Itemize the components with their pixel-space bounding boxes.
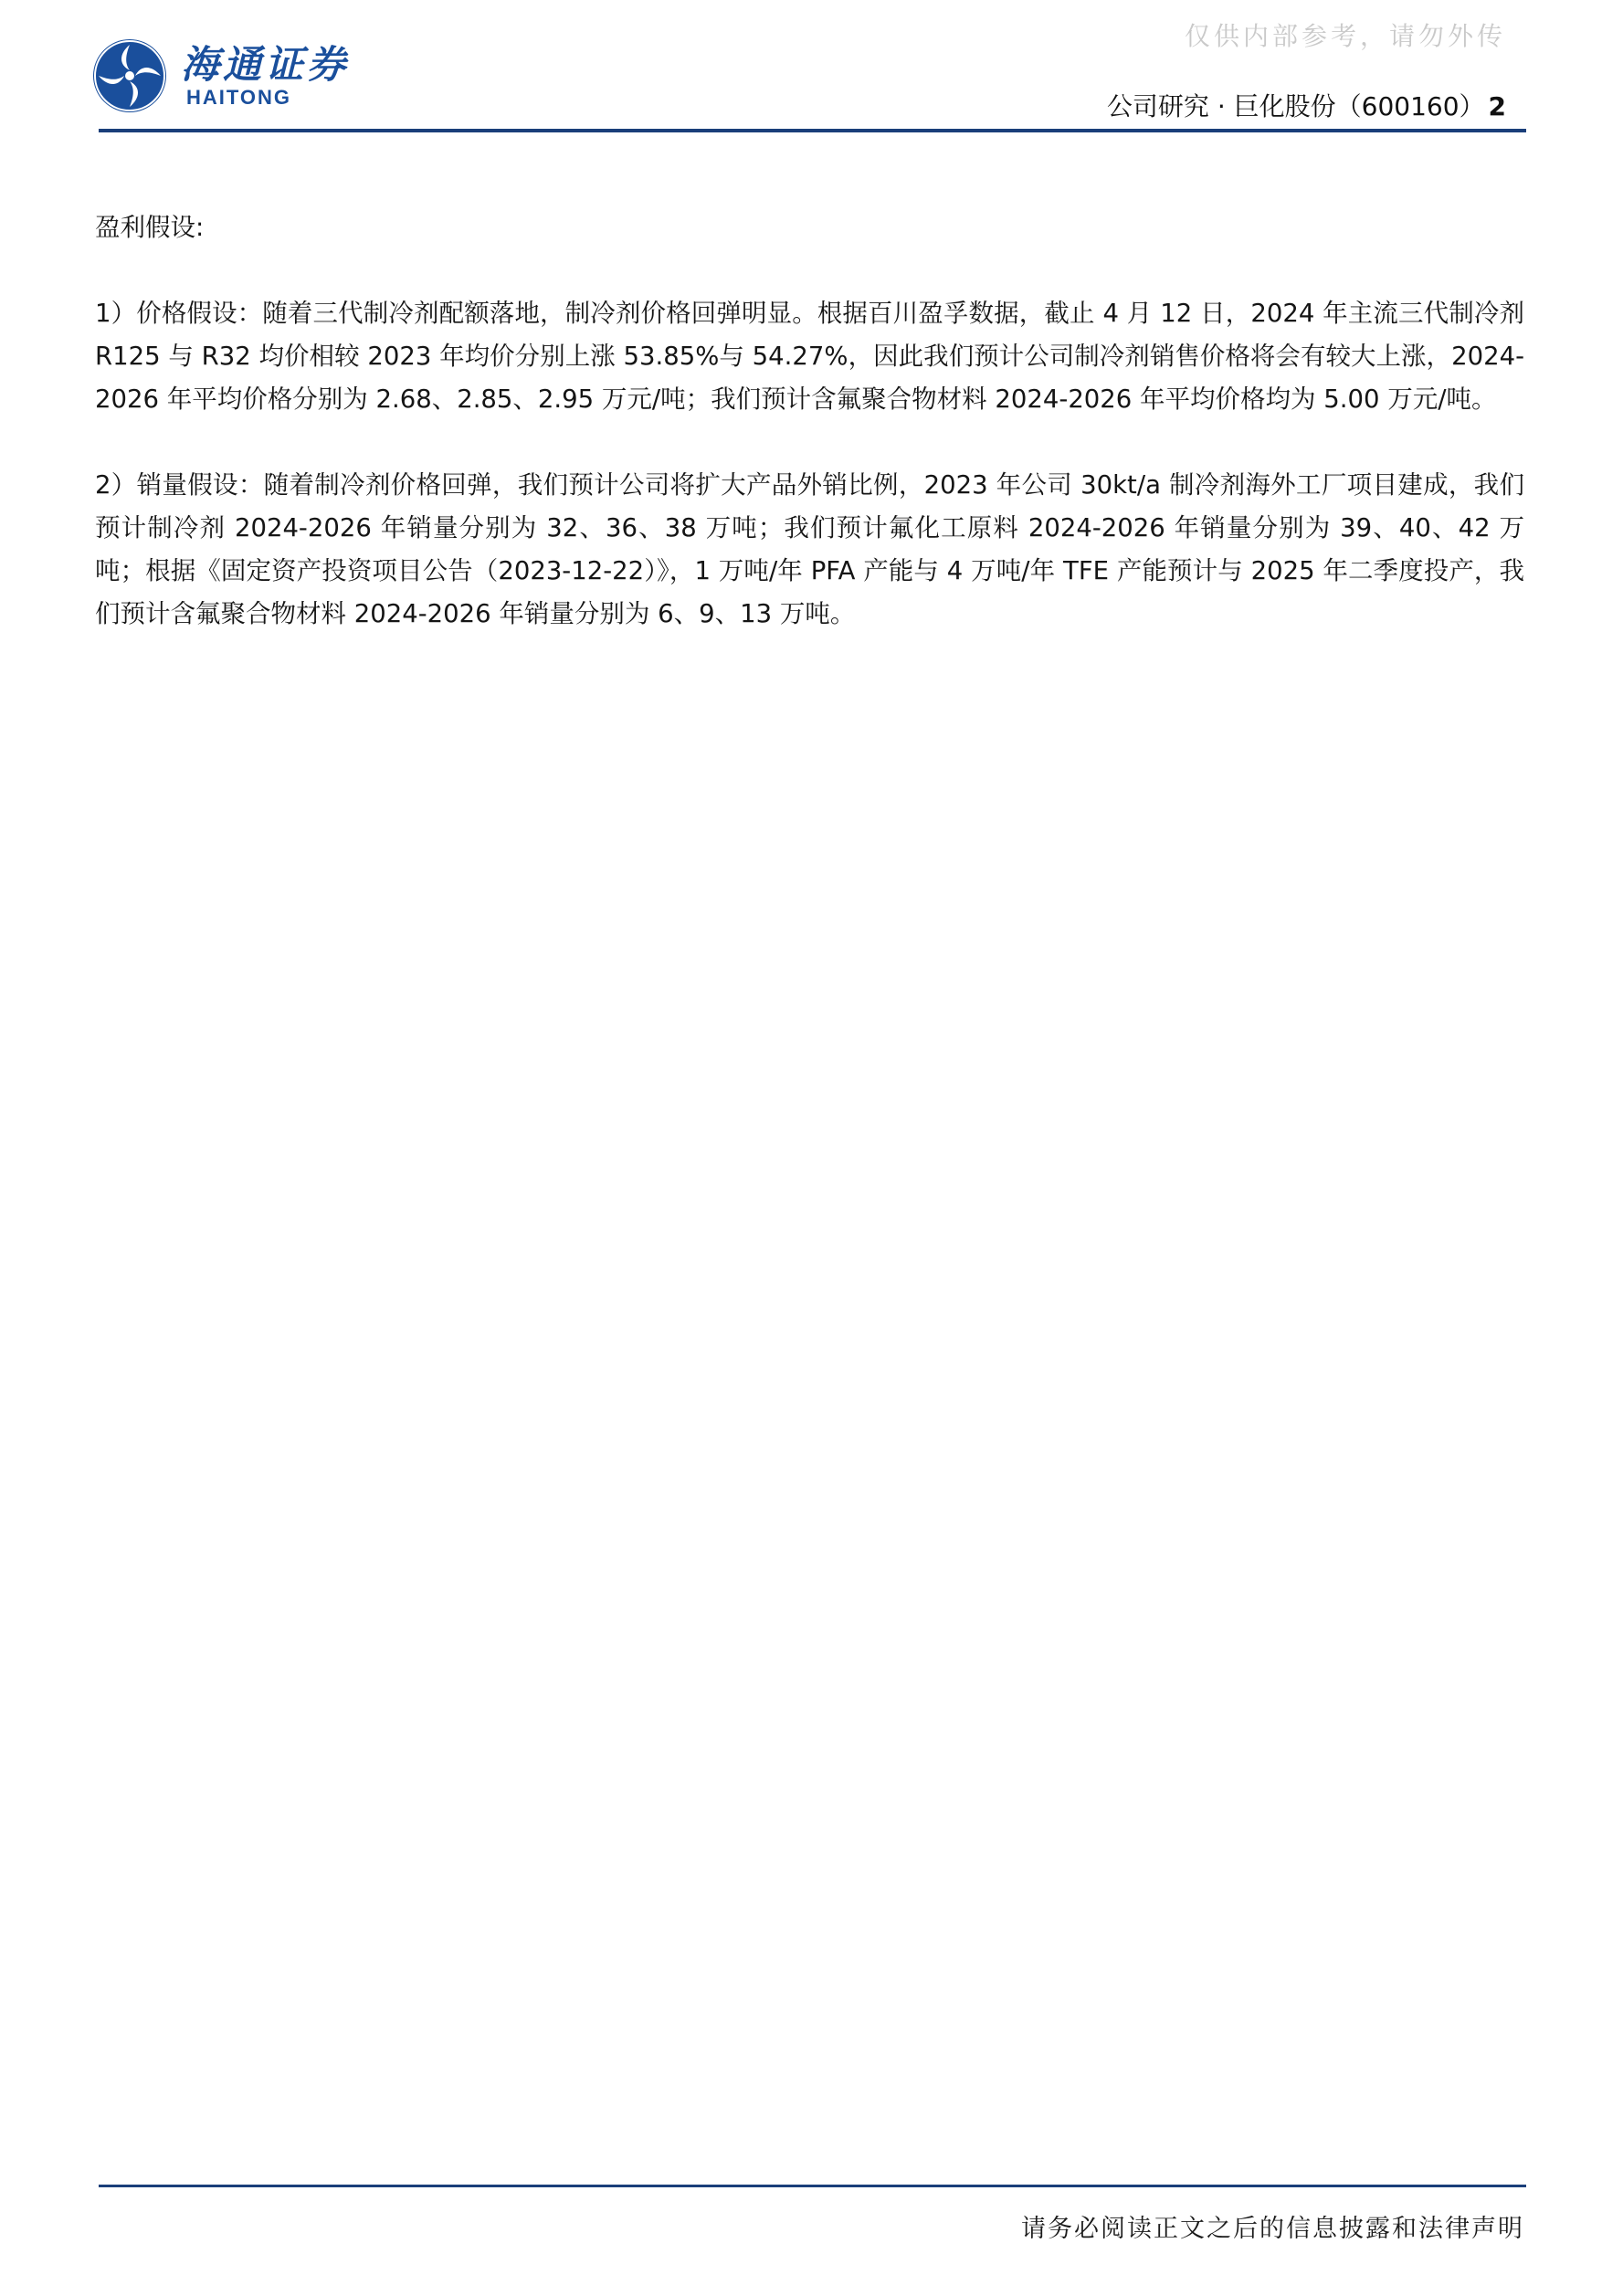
logo-english-name: HAITONG: [186, 86, 292, 109]
haitong-logo-icon: [91, 37, 168, 114]
footer-divider: [99, 2185, 1526, 2187]
section-heading: 盈利假设:: [95, 213, 205, 242]
header-divider: [99, 129, 1526, 132]
volume-assumption-paragraph: 2）销量假设：随着制冷剂价格回弹，我们预计公司将扩大产品外销比例，2023 年公司 30kt/a 制冷剂海外工厂项目建成，我们预计制冷剂 2024-2026 年销量分别为 32、36、38 万吨；我们预计氟化工原料 2024-2026 年销量分别为 39、40、42 万吨；根据《固定资产投资项目公告（2023-12-22）》，1 万吨/年 PFA 产能与 4 万吨/年 TFE 产能预计与 2025 年二季度投产，我们预计含氟聚合物材料 2024-2026 年销量分别为 6、9、13 万吨。: [95, 470, 1524, 628]
report-header: [1107, 87, 1506, 123]
watermark-text: 仅供内部参考，请勿外传: [1184, 21, 1506, 51]
logo-chinese-name: 海通证券: [181, 42, 350, 87]
haitong-logo: [91, 35, 349, 117]
logo-wordmark: [181, 43, 349, 109]
report-title: 公司研究 · 巨化股份（600160）: [1106, 91, 1485, 121]
disclaimer-note: 请务必阅读正文之后的信息披露和法律声明: [1021, 2215, 1524, 2243]
page-number: 2: [1488, 91, 1506, 121]
price-assumption-paragraph: 1）价格假设：随着三代制冷剂配额落地，制冷剂价格回弹明显。根据百川盈孚数据，截止 4 月 12 日，2024 年主流三代制冷剂 R125 与 R32 均价相较 2023 年均价分别上涨 53.85%与 54.27%，因此我们预计公司制冷剂销售价格将会有较大上涨，2024-2026 年平均价格分别为 2.68、2.85、2.95 万元/吨；我们预计含氟聚合物材料 2024-2026 年平均价格均为 5.00 万元/吨。: [95, 299, 1524, 414]
report-body: [95, 206, 1524, 679]
